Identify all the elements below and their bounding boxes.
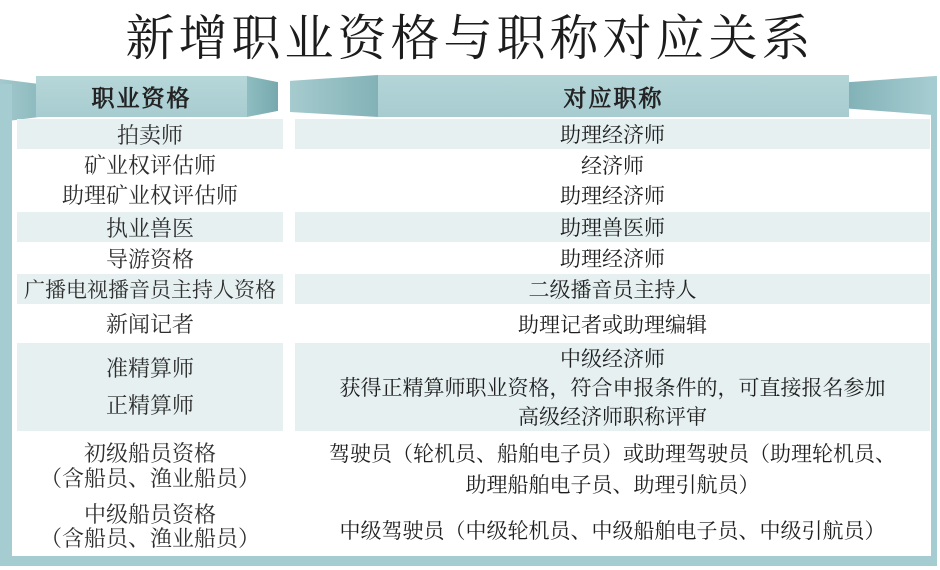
title-text: 中级驾驶员（中级轮机员、中级船舶电子员、中级引航员） <box>339 519 886 543</box>
corresponding-title-cell <box>295 119 930 149</box>
qualification-text: 执业兽医 <box>105 215 194 241</box>
title-header-label: 对应职称 <box>563 84 664 111</box>
table-row <box>17 343 930 431</box>
table-border-right <box>931 78 937 566</box>
table-row <box>17 212 930 242</box>
qualification-cell <box>17 343 283 431</box>
qualification-text: （含船员、渔业船员） <box>39 466 260 491</box>
qualification-text: 助理矿业权评估师 <box>61 182 238 208</box>
table-row <box>17 149 930 212</box>
qualification-text: 矿业权评估师 <box>83 152 216 178</box>
qualification-text: 导游资格 <box>105 246 194 272</box>
column-header-title <box>378 75 849 117</box>
title-text: 高级经济师职称评审 <box>518 404 707 429</box>
qualification-cell <box>17 431 283 501</box>
corresponding-title-cell <box>295 304 930 343</box>
title-text: 中级经济师 <box>560 346 665 371</box>
title-text: 二级播音员主持人 <box>528 278 697 302</box>
title-text: 助理经济师 <box>560 183 665 208</box>
qualification-cell <box>17 119 283 149</box>
table-row <box>17 119 930 149</box>
table-row <box>17 304 930 343</box>
corresponding-title-cell <box>295 343 930 431</box>
title-text: 助理经济师 <box>560 247 665 271</box>
table-row <box>17 501 930 553</box>
qualification-cell <box>17 242 283 274</box>
qualification-text: 准精算师 <box>105 356 194 381</box>
qualification-cell <box>17 149 283 212</box>
ribbon-right-fold <box>290 75 378 117</box>
corresponding-title-cell <box>295 212 930 242</box>
qualification-text: 拍卖师 <box>116 122 183 148</box>
title-text: 助理经济师 <box>560 123 665 147</box>
title-text: 经济师 <box>581 153 644 178</box>
title-text: 助理船舶电子员、助理引航员） <box>465 473 760 497</box>
ribbon-left-fold <box>247 76 278 117</box>
qualification-text: （含船员、渔业船员） <box>39 526 260 551</box>
corresponding-title-cell <box>295 242 930 274</box>
table-row <box>17 431 930 501</box>
table-body <box>17 119 930 553</box>
corresponding-title-cell <box>295 501 930 553</box>
table-row <box>17 274 930 304</box>
ribbon-right-tail <box>849 75 937 117</box>
title-text: 助理兽医师 <box>560 216 665 240</box>
title-text: 助理记者或助理编辑 <box>518 312 707 337</box>
qualification-text: 新闻记者 <box>105 312 194 337</box>
page-title: 新增职业资格与职称对应关系 <box>125 12 815 66</box>
title-text: 获得正精算师职业资格，符合申报条件的，可直接报名参加 <box>339 375 886 400</box>
corresponding-title-cell <box>295 149 930 212</box>
qualification-cell <box>17 304 283 343</box>
qualification-text: 初级船员资格 <box>83 441 216 466</box>
qualification-text: 中级船员资格 <box>83 502 216 527</box>
table-border-bottom <box>0 556 937 566</box>
corresponding-title-cell <box>295 274 930 304</box>
table-row <box>17 242 930 274</box>
qualification-text: 正精算师 <box>105 393 194 418</box>
title-text: 驾驶员（轮机员、船舶电子员）或助理驾驶员（助理轮机员、 <box>329 442 896 466</box>
column-header-qualification <box>36 76 247 117</box>
qualification-header-label: 职业资格 <box>91 85 192 111</box>
qualification-cell <box>17 501 283 553</box>
corresponding-title-cell <box>295 431 930 501</box>
qualification-cell <box>17 274 283 304</box>
table-border-left <box>0 84 12 566</box>
qualification-text: 广播电视播音员主持人资格 <box>24 279 276 302</box>
qualification-cell <box>17 212 283 242</box>
